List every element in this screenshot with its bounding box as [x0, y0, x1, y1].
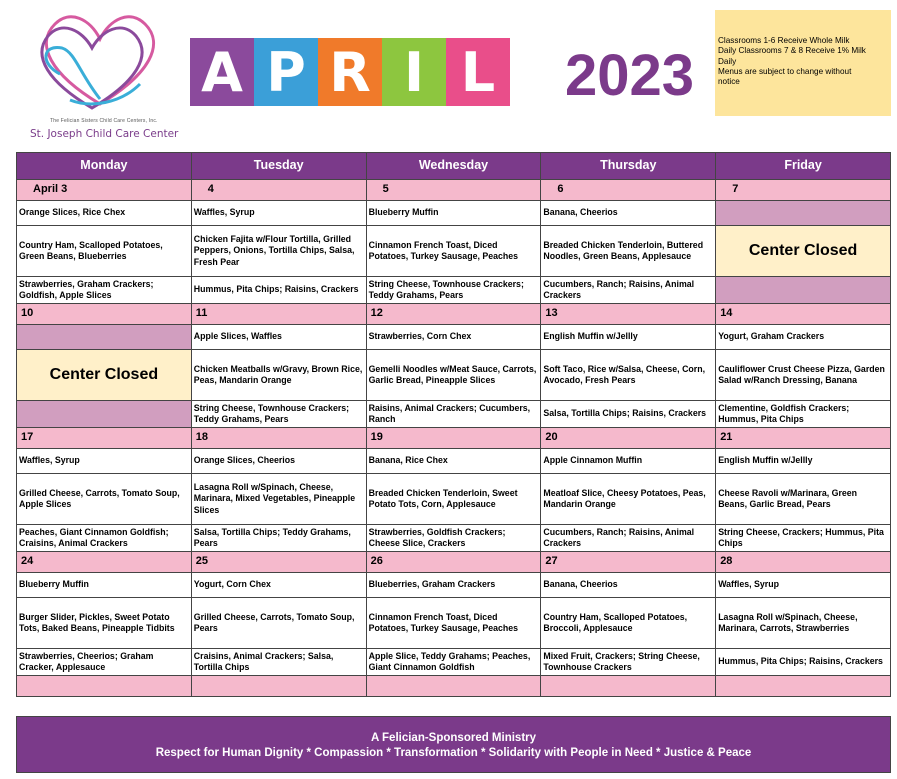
am-snack-cell: Banana, Rice Chex — [366, 449, 541, 474]
am-snack-cell: Apple Slices, Waffles — [191, 325, 366, 350]
empty-cell — [716, 676, 891, 697]
center-closed-cell: Center Closed — [17, 350, 192, 401]
date-number: 4 — [207, 183, 214, 196]
logo-org-text: The Felician Sisters Child Care Centers, Inc. — [50, 118, 158, 124]
footer-banner — [16, 716, 891, 773]
lunch-cell: Cauliflower Crust Cheese Pizza, Garden Salad w/Ranch Dressing, Banana — [716, 350, 891, 401]
am-snack-cell: Apple Cinnamon Muffin — [541, 449, 716, 474]
pm-snack-cell: Craisins, Animal Crackers; Salsa, Tortilla Chips — [191, 649, 366, 676]
note-line: Menus are subject to change without — [718, 66, 852, 76]
am-snack-cell: Yogurt, Corn Chex — [191, 573, 366, 598]
lunch-cell: Cinnamon French Toast, Diced Potatoes, Turkey Sausage, Peaches — [366, 598, 541, 649]
date-number: 13 — [545, 307, 558, 320]
date-number: 19 — [370, 431, 383, 444]
month-letter: L — [446, 38, 510, 106]
lunch-cell: Country Ham, Scalloped Potatoes, Green Beans, Blueberries — [17, 226, 192, 277]
milk-note — [715, 10, 891, 116]
note-line: Daily Classrooms 7 & 8 Receive 1% Milk — [718, 46, 866, 56]
date-cell — [191, 552, 366, 573]
pm-snack-cell: Salsa, Tortilla Chips; Teddy Grahams, Pears — [191, 525, 366, 552]
empty-cell — [191, 676, 366, 697]
date-number: 21 — [720, 431, 733, 444]
date-number: 6 — [557, 183, 564, 196]
day-header: Thursday — [541, 153, 716, 180]
pm-snack-cell: Salsa, Tortilla Chips; Raisins, Crackers — [541, 401, 716, 428]
date-row — [17, 304, 891, 325]
pm-snack-cell: Apple Slice, Teddy Grahams; Peaches, Giant Cinnamon Goldfish — [366, 649, 541, 676]
am-snack-cell: English Muffin w/Jellly — [541, 325, 716, 350]
date-cell — [716, 304, 891, 325]
day-header: Wednesday — [366, 153, 541, 180]
am-snack-cell: English Muffin w/Jellly — [716, 449, 891, 474]
am-snack-cell: Strawberries, Corn Chex — [366, 325, 541, 350]
lunch-cell: Lasagna Roll w/Spinach, Cheese, Marinara, Mixed Vegetables, Pineapple Slices — [191, 474, 366, 525]
closed-filler-cell — [17, 325, 192, 350]
date-cell — [17, 428, 192, 449]
snack-row — [17, 449, 891, 474]
note-line: Daily — [718, 56, 737, 66]
date-cell — [541, 180, 716, 201]
lunch-cell: Breaded Chicken Tenderloin, Buttered Noodles, Green Beans, Applesauce — [541, 226, 716, 277]
pm-row — [17, 649, 891, 676]
pm-snack-cell: Peaches, Giant Cinnamon Goldfish; Craisins, Animal Crackers — [17, 525, 192, 552]
pm-row — [17, 277, 891, 304]
day-header-row — [17, 153, 891, 180]
empty-cell — [541, 676, 716, 697]
lunch-cell: Soft Taco, Rice w/Salsa, Cheese, Corn, Avocado, Fresh Pears — [541, 350, 716, 401]
month-letter: I — [382, 38, 446, 106]
pm-snack-cell: Strawberries, Cheerios; Graham Cracker, Applesauce — [17, 649, 192, 676]
pm-snack-cell: Raisins, Animal Crackers; Cucumbers, Ranch — [366, 401, 541, 428]
lunch-cell: Grilled Cheese, Carrots, Tomato Soup, Apple Slices — [17, 474, 192, 525]
date-number: 20 — [545, 431, 558, 444]
lunch-cell: Country Ham, Scalloped Potatoes, Broccoli, Applesauce — [541, 598, 716, 649]
date-number: 12 — [370, 307, 383, 320]
snack-row — [17, 573, 891, 598]
menu-calendar — [16, 152, 891, 697]
date-row — [17, 180, 891, 201]
date-cell — [366, 552, 541, 573]
am-snack-cell: Banana, Cheerios — [541, 573, 716, 598]
pm-row — [17, 525, 891, 552]
day-header: Monday — [17, 153, 192, 180]
pm-snack-cell: Clementine, Goldfish Crackers; Hummus, Pita Chips — [716, 401, 891, 428]
day-header: Friday — [716, 153, 891, 180]
note-line: Classrooms 1-6 Receive Whole Milk — [718, 36, 850, 45]
date-number: 28 — [720, 555, 733, 568]
hearts-logo-icon — [30, 4, 170, 114]
lunch-cell: Breaded Chicken Tenderloin, Sweet Potato Tots, Corn, Applesauce — [366, 474, 541, 525]
center-closed-cell: Center Closed — [716, 226, 891, 277]
note-line: notice — [718, 77, 740, 87]
lunch-cell: Cheese Ravoli w/Marinara, Green Beans, Garlic Bread, Pears — [716, 474, 891, 525]
lunch-cell: Grilled Cheese, Carrots, Tomato Soup, Pears — [191, 598, 366, 649]
pm-snack-cell: Mixed Fruit, Crackers; String Cheese, Townhouse Crackers — [541, 649, 716, 676]
closed-filler-cell — [716, 277, 891, 304]
month-title — [190, 38, 510, 106]
snack-row — [17, 201, 891, 226]
footer-values: Respect for Human Dignity * Compassion * Transformation * Solidarity with People in Need * Justice & Peace — [155, 747, 752, 759]
lunch-cell: Chicken Fajita w/Flour Tortilla, Grilled Peppers, Onions, Tortilla Chips, Salsa, Fresh Pear — [191, 226, 366, 277]
lunch-cell: Cinnamon French Toast, Diced Potatoes, Turkey Sausage, Peaches — [366, 226, 541, 277]
date-number: 5 — [382, 183, 389, 196]
date-number: 18 — [195, 431, 209, 444]
pm-snack-cell: Hummus, Pita Chips; Raisins, Crackers — [191, 277, 366, 304]
date-number: 10 — [21, 307, 34, 320]
pm-snack-cell: Cucumbers, Ranch; Raisins, Animal Crackers — [541, 277, 716, 304]
day-header: Tuesday — [191, 153, 366, 180]
date-number: 24 — [21, 555, 34, 568]
am-snack-cell: Blueberry Muffin — [366, 201, 541, 226]
logo-center-name: St. Joseph Child Care Center — [30, 128, 179, 140]
date-cell — [191, 428, 366, 449]
date-row — [17, 428, 891, 449]
pm-snack-cell: Strawberries, Goldfish Crackers; Cheese Slice, Crackers — [366, 525, 541, 552]
date-cell — [17, 180, 192, 201]
date-cell — [191, 180, 366, 201]
pm-snack-cell: Strawberries, Graham Crackers; Goldfish, Apple Slices — [17, 277, 192, 304]
date-cell — [366, 428, 541, 449]
empty-cell — [366, 676, 541, 697]
date-number: 11 — [195, 307, 208, 320]
lunch-row — [17, 474, 891, 525]
pm-row — [17, 401, 891, 428]
pm-snack-cell: String Cheese, Townhouse Crackers; Teddy Grahams, Pears — [366, 277, 541, 304]
year-title: 2023 — [565, 43, 695, 108]
lunch-cell: Burger Slider, Pickles, Sweet Potato Tots, Baked Beans, Pineapple Tidbits — [17, 598, 192, 649]
closed-filler-cell — [716, 201, 891, 226]
date-cell — [17, 552, 192, 573]
date-number: April 3 — [33, 183, 68, 196]
date-cell — [366, 304, 541, 325]
date-cell — [716, 428, 891, 449]
date-cell — [541, 428, 716, 449]
closed-filler-cell — [17, 401, 192, 428]
am-snack-cell: Blueberries, Graham Crackers — [366, 573, 541, 598]
date-number: 17 — [21, 431, 34, 444]
date-cell — [191, 304, 366, 325]
date-cell — [366, 180, 541, 201]
month-letter: P — [254, 38, 318, 106]
pm-snack-cell: Hummus, Pita Chips; Raisins, Crackers — [716, 649, 891, 676]
am-snack-cell: Waffles, Syrup — [716, 573, 891, 598]
month-letter: R — [318, 38, 382, 106]
am-snack-cell: Orange Slices, Rice Chex — [17, 201, 192, 226]
snack-row — [17, 325, 891, 350]
date-number: 7 — [732, 183, 739, 196]
pm-snack-cell: String Cheese, Crackers; Hummus, Pita Chips — [716, 525, 891, 552]
lunch-cell: Gemelli Noodles w/Meat Sauce, Carrots, Garlic Bread, Pineapple Slices — [366, 350, 541, 401]
date-cell — [541, 552, 716, 573]
date-cell — [541, 304, 716, 325]
lunch-row — [17, 350, 891, 401]
lunch-row — [17, 598, 891, 649]
date-number: 26 — [370, 555, 383, 568]
lunch-row — [17, 226, 891, 277]
date-number: 25 — [195, 555, 209, 568]
footer-ministry: A Felician-Sponsored Ministry — [370, 732, 537, 744]
date-cell — [716, 180, 891, 201]
empty-cell — [17, 676, 192, 697]
pm-snack-cell: String Cheese, Townhouse Crackers; Teddy Grahams, Pears — [191, 401, 366, 428]
am-snack-cell: Yogurt, Graham Crackers — [716, 325, 891, 350]
pm-snack-cell: Cucumbers, Ranch; Raisins, Animal Crackers — [541, 525, 716, 552]
date-cell — [17, 304, 192, 325]
date-number: 14 — [720, 307, 733, 320]
date-number: 27 — [545, 555, 558, 568]
date-cell — [716, 552, 891, 573]
am-snack-cell: Banana, Cheerios — [541, 201, 716, 226]
trailing-row — [17, 676, 891, 697]
am-snack-cell: Waffles, Syrup — [191, 201, 366, 226]
lunch-cell: Chicken Meatballs w/Gravy, Brown Rice, Peas, Mandarin Orange — [191, 350, 366, 401]
am-snack-cell: Waffles, Syrup — [17, 449, 192, 474]
month-letter: A — [190, 38, 254, 106]
lunch-cell: Lasagna Roll w/Spinach, Cheese, Marinara, Carrots, Strawberries — [716, 598, 891, 649]
am-snack-cell: Orange Slices, Cheerios — [191, 449, 366, 474]
lunch-cell: Meatloaf Slice, Cheesy Potatoes, Peas, Mandarin Orange — [541, 474, 716, 525]
date-row — [17, 552, 891, 573]
am-snack-cell: Blueberry Muffin — [17, 573, 192, 598]
